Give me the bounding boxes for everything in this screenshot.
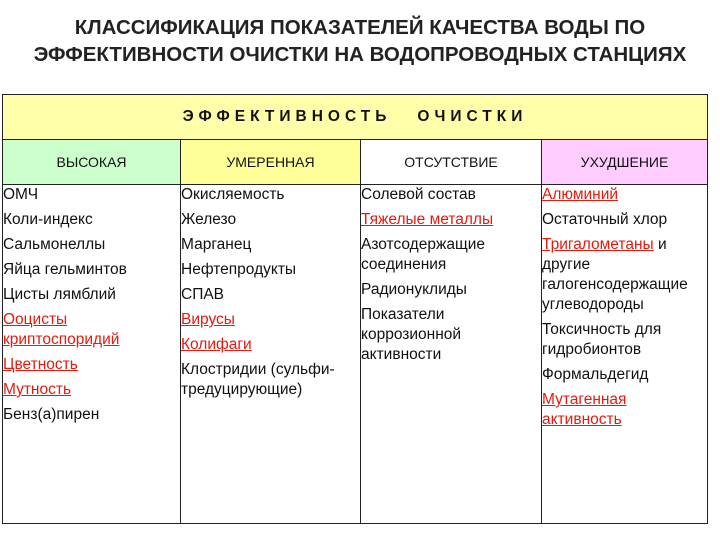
list-item: Бенз(а)пирен bbox=[3, 406, 100, 423]
title-line-2: ЭФФЕКТИВНОСТИ ОЧИСТКИ НА ВОДОПРОВОДНЫХ СТАНЦИЯХ bbox=[33, 43, 687, 66]
list-item: Клостридии (сульфи- тредуцирующие) bbox=[181, 361, 335, 398]
list-item: ОМЧ bbox=[3, 186, 39, 203]
list-item: Цисты лямблий bbox=[3, 286, 116, 303]
header-word-cleaning: ОЧИСТКИ bbox=[417, 108, 528, 125]
table-top-header bbox=[3, 95, 708, 140]
list-item: Сальмонеллы bbox=[3, 236, 106, 253]
list-item: Показатели коррозионной активности bbox=[361, 306, 462, 363]
list-item-highlight: Колифаги bbox=[181, 336, 252, 353]
list-item: Азотсодержащие соединения bbox=[361, 236, 485, 273]
title-line-1: КЛАССИФИКАЦИЯ ПОКАЗАТЕЛЕЙ КАЧЕСТВА ВОДЫ ПО bbox=[74, 16, 646, 39]
list-item-highlight: Цветность bbox=[3, 356, 78, 373]
list-item-highlight: Мутагенная активность bbox=[542, 391, 627, 428]
list-item: Солевой состав bbox=[361, 186, 476, 203]
column-none bbox=[361, 185, 542, 524]
column-header-high: ВЫСОКАЯ bbox=[3, 140, 181, 185]
column-header-worse: УХУДШЕНИЕ bbox=[542, 140, 708, 185]
column-header-none: ОТСУТСТВИЕ bbox=[361, 140, 542, 185]
list-item: Нефтепродукты bbox=[181, 261, 297, 278]
list-item-highlight: Тригалометаны bbox=[542, 236, 654, 253]
list-item: Марганец bbox=[181, 236, 252, 253]
column-header-moderate: УМЕРЕННАЯ bbox=[181, 140, 361, 185]
list-item-highlight: Мутность bbox=[3, 381, 72, 398]
list-item: Токсичность для гидробионтов bbox=[542, 321, 662, 358]
column-worse bbox=[542, 185, 708, 524]
header-word-efficiency: ЭФФЕКТИВНОСТЬ bbox=[182, 108, 392, 125]
list-item: Радионуклиды bbox=[361, 281, 467, 298]
column-high bbox=[3, 185, 181, 524]
list-item: Железо bbox=[181, 211, 237, 228]
list-item: Формальдегид bbox=[542, 366, 649, 383]
list-item: СПАВ bbox=[181, 286, 225, 303]
list-item-continuation: и другие галогенсодержащие углеводороды bbox=[542, 236, 688, 313]
list-item-highlight: Вирусы bbox=[181, 311, 235, 328]
list-item-highlight: Алюминий bbox=[542, 186, 619, 203]
list-item bbox=[542, 235, 707, 315]
page-title bbox=[0, 14, 720, 68]
classification-table bbox=[2, 94, 708, 524]
list-item: Яйца гельминтов bbox=[3, 261, 127, 278]
list-item-highlight: Тяжелые металлы bbox=[361, 211, 494, 228]
column-moderate bbox=[181, 185, 361, 524]
list-item: Коли-индекс bbox=[3, 211, 93, 228]
list-item-highlight: Ооцисты криптоспоридий bbox=[3, 311, 120, 348]
list-item: Остаточный хлор bbox=[542, 211, 668, 228]
list-item: Окисляемость bbox=[181, 186, 285, 203]
